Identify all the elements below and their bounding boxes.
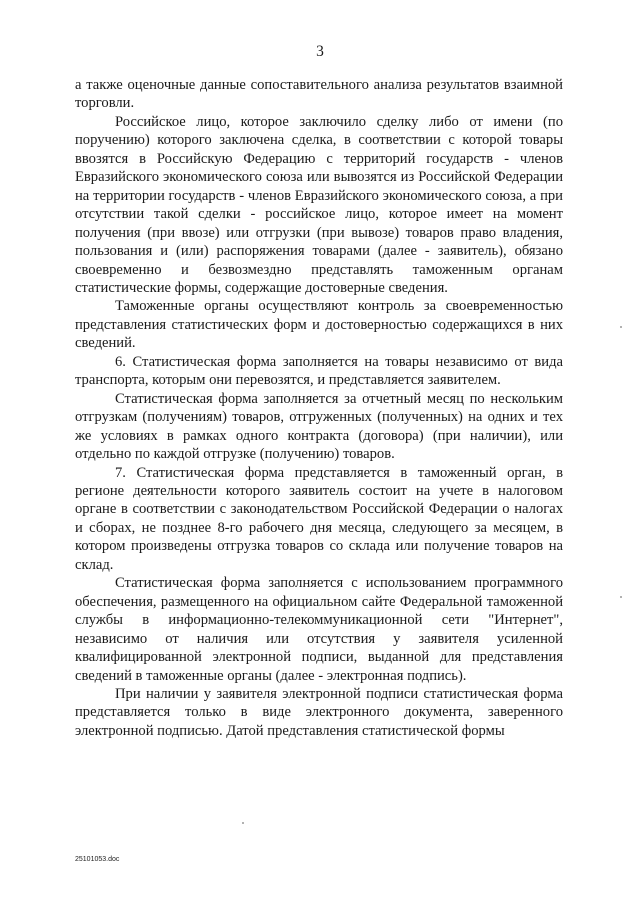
document-body (75, 76, 563, 740)
paragraph-customs-control: Таможенные органы осуществляют контроль за своевременностью представления статистических форм и достоверностью содержащихся в них сведений. (75, 298, 563, 352)
scan-artifact (242, 822, 244, 824)
footer-file-code: 25101053.doc (75, 856, 120, 863)
paragraph-item-6: 6. Статистическая форма заполняется на товары независимо от вида транспорта, которым они перевозятся, и представляется заявителем. (75, 353, 563, 389)
scan-artifact (620, 596, 622, 598)
page-number: 3 (316, 43, 324, 60)
paragraph-reporting-month: Статистическая форма заполняется за отчетный месяц по нескольким отгрузкам (получениям) товаров, отгруженных (полученных) на одних и тех же условиях в рамках одного контракта (договора) (при наличии), или отдельно по каждой отгрузке (получению) товаров. (75, 390, 563, 463)
paragraph-software: Статистическая форма заполняется с использованием программного обеспечения, размещенного на официальном сайте Федеральной таможенной службы в информационно-телекоммуникационной сети "Интернет", независимо от наличия или отсутствия у заявителя усиленной квалифицированной электронной подписи, выданной для представления сведений в таможенные органы (далее - электронная подпись). (75, 575, 563, 684)
paragraph-continuation: а также оценочные данные сопоставительного анализа результатов взаимной торговли. (75, 77, 563, 112)
paragraph-applicant-definition: Российское лицо, которое заключило сделку либо от имени (по поручению) которого заключена сделка, в соответствии с которой товары ввозятся в Российскую Федерацию с территорий государств - членов Евразийского экономического союза или вывозятся из Российской Федерации на территории государств - членов Евразийского экономического союза, а при отсутствии такой сделки - российское лицо, которое имеет на момент получения (при ввозе) или отгрузки (при вывозе) товаров право владения, пользования и (или) распоряжения товарами (далее - заявитель), обязано своевременно и безвозмездно представлять таможенным органам статистические формы, содержащие достоверные сведения. (75, 113, 563, 296)
paragraph-item-7: 7. Статистическая форма представляется в таможенный орган, в регионе деятельности которого заявитель состоит на учете в налоговом органе в соответствии с законодательством Российской Федерации о налогах и сборах, не позднее 8-го рабочего дня месяца, следующего за месяцем, в котором произведены отгрузка товаров со склада или получение товаров на склад. (75, 464, 563, 573)
scan-artifact (620, 326, 622, 328)
paragraph-electronic-signature: При наличии у заявителя электронной подписи статистическая форма представляется только в виде электронного документа, заверенного электронной подписью. Датой представления статистической формы (75, 685, 563, 739)
